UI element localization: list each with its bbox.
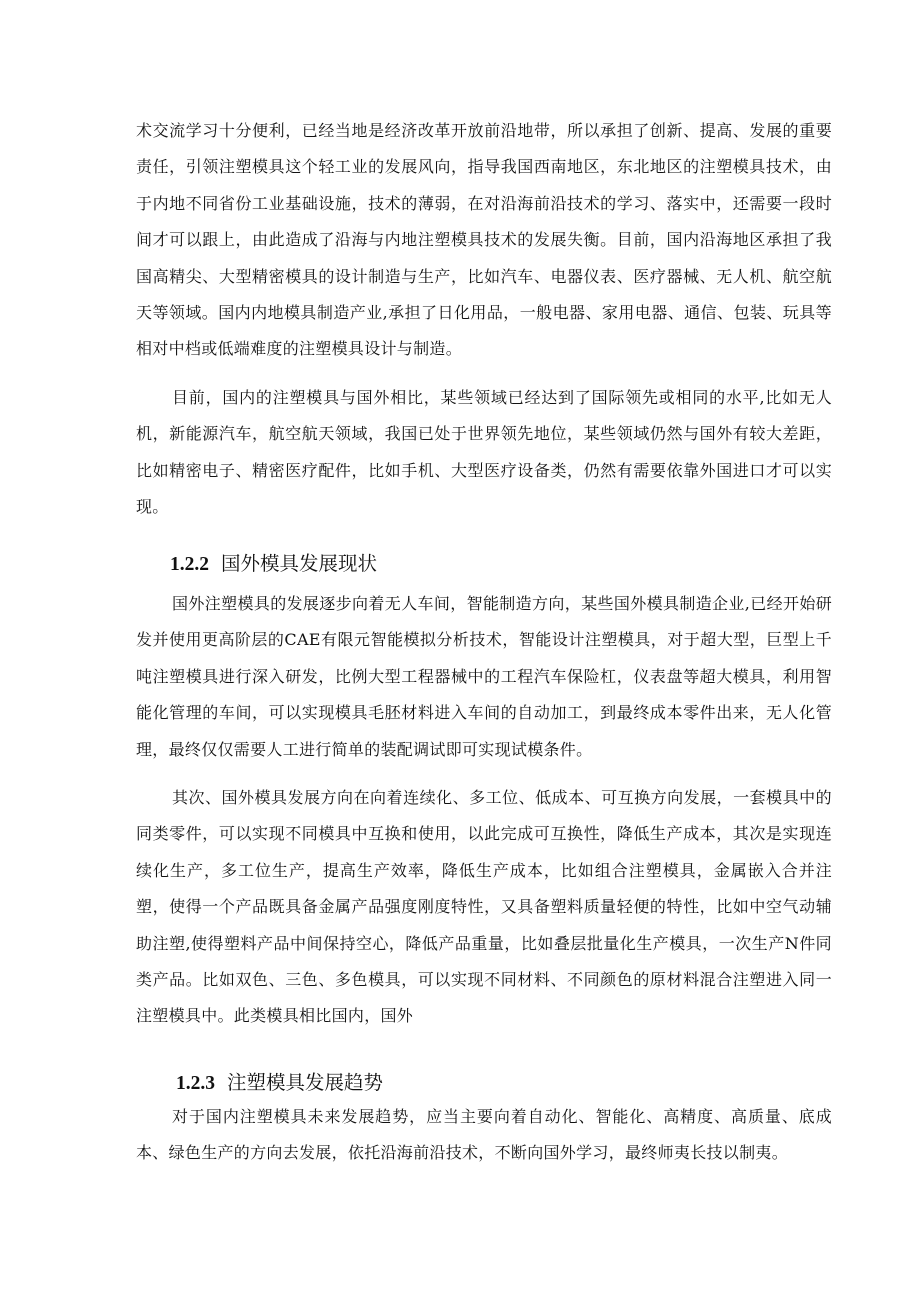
paragraph-foreign-intelligent-manufacturing: 国外注塑模具的发展逐步向着无人车间，智能制造方向，某些国外模具制造企业,已经开始研发并使用更高阶层的CAE有限元智能模拟分析技术，智能设计注塑模具，对于超大型，巨型上千吨注塑模具进行深入研发，比例大型工程器械中的工程汽车保险杠，仪表盘等超大模具，利用智能化管理的车间，可以实现模具毛胚材料进入车间的自动加工，到最终成本零件出来，无人化管理，最终仅仅需要人工进行简单的装配调试即可实现试模条件。 <box>136 594 832 759</box>
section-title: 国外模具发展现状 <box>221 552 378 575</box>
paragraph-domestic-vs-foreign: 目前，国内的注塑模具与国外相比，某些领域已经达到了国际领先或相同的水平,比如无人机，新能源汽车，航空航天领域，我国已处于世界领先地位，某些领域仍然与国外有较大差距，比如精密电子、精密医疗配件，比如手机、大型医疗设备类，仍然有需要依靠外国进口才可以实现。 <box>136 388 832 517</box>
paragraph-foreign-development-direction: 其次、国外模具发展方向在向着连续化、多工位、低成本、可互换方向发展，一套模具中的同类零件，可以实现不同模具中互换和使用，以此完成可互换性，降低生产成本，其次是实现连续化生产，多工位生产，提高生产效率，降低生产成本，比如组合注塑模具，金属嵌入合并注塑，使得一个产品既具备金属产品强度刚度特性，又具备塑料质量轻便的特性，比如中空气动辅助注塑,使得塑料产品中间保持空心，降低产品重量，比如叠层批量化生产模具，一次生产N件同类产品。比如双色、三色、多色模具，可以实现不同材料、不同颜色的原材料混合注塑进入同一注塑模具中。此类模具相比国内，国外 <box>136 788 832 1026</box>
section-number: 1.2.3 <box>176 1073 215 1094</box>
paragraph-future-trend: 对于国内注塑模具未来发展趋势，应当主要向着自动化、智能化、高精度、高质量、底成本、绿色生产的方向去发展，依托沿海前沿技术，不断向国外学习，最终师夷长技以制夷。 <box>136 1107 832 1163</box>
section-heading-1-2-3 <box>176 1068 383 1099</box>
section-number: 1.2.2 <box>170 554 209 575</box>
paragraph-domestic-development: 术交流学习十分便利，已经当地是经济改革开放前沿地带，所以承担了创新、提高、发展的重要责任，引领注塑模具这个轻工业的发展风向，指导我国西南地区，东北地区的注塑模具技术，由于内地不同省份工业基础设施，技术的薄弱，在对沿海前沿技术的学习、落实中，还需要一段时间才可以跟上，由此造成了沿海与内地注塑模具技术的发展失衡。目前，国内沿海地区承担了我国高精尖、大型精密模具的设计制造与生产，比如汽车、电器仪表、医疗器械、无人机、航空航天等领域。国内内地模具制造产业,承担了日化用品，一般电器、家用电器、通信、包装、玩具等相对中档或低端难度的注塑模具设计与制造。 <box>136 121 832 359</box>
section-title: 注塑模具发展趋势 <box>227 1071 384 1094</box>
section-heading-1-2-2 <box>170 549 377 580</box>
